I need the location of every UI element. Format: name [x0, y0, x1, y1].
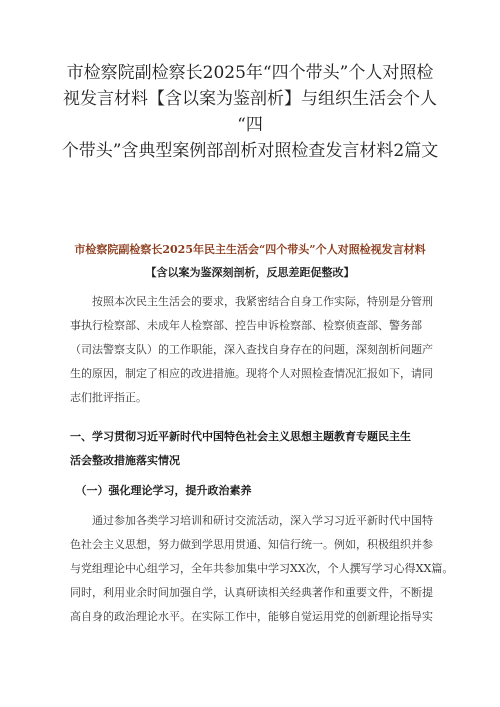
text-line: 生的原因，制定了相应的改进措施。现将个人对照检查情况汇报如下，请同: [70, 367, 433, 380]
text-line: （司法警察支队）的工作职能，深入查找自身存在的问题，深刻剖析问题产: [70, 343, 433, 356]
text-line: 按照本次民主生活会的要求，我紧密结合自身工作实际，特别是分管刑: [70, 295, 433, 308]
cover-title: [40, 60, 460, 164]
text-line: 色社会主义思想，努力做到学思用贯通、知信行统一。例如，积极组织并参: [70, 538, 433, 551]
text-line: 高自身的政治理论水平。在实际工作中，能够自觉运用党的创新理论指导实: [70, 610, 433, 623]
cover-title-line: 视发言材料【含以案为鉴剖析】与组织生活会个人: [63, 89, 437, 109]
heading-line: 一、学习贯彻习近平新时代中国特色社会主义思想主题教育专题民主生: [70, 430, 411, 443]
document-subtitle: 【含以案为鉴深刻剖析，反思差距促整改】: [145, 266, 355, 279]
cover-title-line: 个带头”含典型案例部剖析对照检查发言材料2篇文: [61, 141, 439, 161]
text-line: 志们批评指正。: [70, 391, 147, 404]
document-title: 市检察院副检察长2025年民主生活会“四个带头”个人对照检视发言材料: [74, 243, 426, 256]
subsection-heading: [70, 479, 434, 503]
cover-title-line: “四: [237, 115, 263, 135]
body-paragraph: [70, 509, 454, 629]
section-heading: [70, 425, 434, 473]
text-line: 同时，利用业余时间加强自学，认真研读相关经典著作和重要文件，不断提: [70, 586, 433, 599]
intro-paragraph: [70, 290, 434, 410]
text-line: 事执行检察部、未成年人检察部、控告申诉检察部、检察侦查部、警务部: [70, 319, 422, 332]
text-line: 与党组理论中心组学习，全年共参加集中学习XX次，个人撰写学习心得XX篇。: [70, 562, 454, 575]
heading-line: 活会整改措施落实情况: [70, 454, 180, 467]
cover-title-line: 市检察院副检察长2025年“四个带头”个人对照检: [66, 63, 434, 83]
text-line: 通过参加各类学习培训和研讨交流活动，深入学习习近平新时代中国特: [70, 514, 433, 527]
heading-line: （一）强化理论学习，提升政治素养: [70, 484, 252, 497]
